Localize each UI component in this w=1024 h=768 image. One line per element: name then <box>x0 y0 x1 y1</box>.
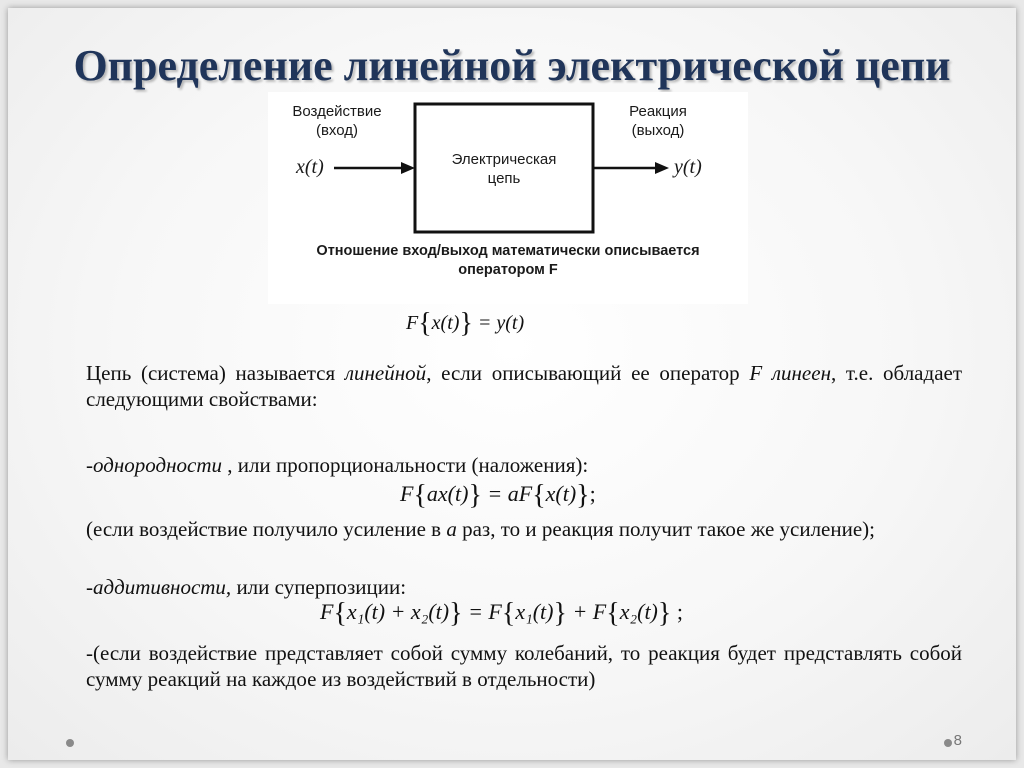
f2-arg2: x₂(t) <box>619 599 658 624</box>
para1-linear-term: линейной <box>344 361 427 385</box>
para1-text-f: , т.е. обладает следующими свойствами: <box>86 361 963 411</box>
output-label-line1: Реакция <box>629 103 687 120</box>
para1-operator: F <box>749 361 763 385</box>
page-number: 8 <box>953 732 962 749</box>
homogeneity-formula <box>400 480 596 512</box>
note1-c: раз, то и реакция получит такое же усиление); <box>456 517 875 541</box>
homogeneity-note <box>86 516 962 542</box>
input-label-line2: (вход) <box>315 122 359 139</box>
slide <box>8 8 1016 760</box>
note1-a: (если воздействие получило усиление в <box>86 517 447 541</box>
f2-lhs-arg: x₁(t) + x₂(t) <box>346 599 450 624</box>
prop1-name: однородности <box>93 453 223 477</box>
right-brace-icon: } <box>459 308 473 339</box>
output-signal: y(t) <box>674 156 702 178</box>
left-brace-icon: { <box>413 480 427 511</box>
f2-end: ; <box>676 599 683 624</box>
additivity-note: -(если воздействие представляет собой сумму колебаний, то реакция будет представлять собой сумму реакций на каждое из воздействий в отдельности) <box>86 641 962 691</box>
para1-linear-adj: линеен <box>771 361 831 385</box>
definition-paragraph <box>86 360 962 412</box>
input-signal: x(t) <box>296 156 324 178</box>
prop1-rest: , или пропорциональности (наложения): <box>222 453 589 477</box>
f1-mid: = aF <box>487 481 533 506</box>
f1-rhs-arg: x(t) <box>545 481 577 506</box>
block-diagram <box>268 92 748 304</box>
left-brace-icon: { <box>532 480 546 511</box>
output-label-line2: (выход) <box>631 122 685 139</box>
property-homogeneity <box>86 452 962 478</box>
operator-result: = y(t) <box>477 312 525 334</box>
property-additivity <box>86 574 962 600</box>
diagram-caption-line1: Отношение вход/выход математически описывается <box>316 243 700 259</box>
input-label-line1: Воздействие <box>292 103 382 120</box>
bullet-dot-right-icon <box>944 739 952 747</box>
left-brace-icon: { <box>418 308 432 339</box>
operator-symbol: F <box>406 312 419 334</box>
additivity-formula <box>320 598 683 630</box>
output-arrow-head <box>655 162 669 174</box>
operator-argument: x(t) <box>431 312 460 334</box>
operator-formula <box>406 308 524 340</box>
right-brace-icon: } <box>468 480 482 511</box>
right-brace-icon: } <box>657 598 672 629</box>
f2-mid: = F <box>468 599 502 624</box>
para1-text-c: , если описывающий ее оператор <box>426 361 750 385</box>
note1-factor: а <box>446 517 457 541</box>
right-brace-icon: } <box>449 598 463 629</box>
prop1-bullet: - <box>86 453 93 477</box>
f2-plus: + F <box>572 599 607 624</box>
f1-op: F <box>400 481 414 506</box>
left-brace-icon: { <box>501 598 516 629</box>
right-brace-icon: } <box>553 598 567 629</box>
left-brace-icon: { <box>333 598 347 629</box>
para1-text-a: Цепь (система) называется <box>86 361 345 385</box>
input-arrow-head <box>401 162 415 174</box>
prop2-rest: или суперпозиции: <box>231 575 407 599</box>
prop2-name: аддитивности, <box>93 575 232 599</box>
f1-lhs-arg: ax(t) <box>426 481 469 506</box>
f1-end: ; <box>589 481 596 506</box>
f2-arg1: x₁(t) <box>515 599 554 624</box>
slide-title: Определение линейной электрической цепи <box>73 41 951 90</box>
f2-op: F <box>320 599 334 624</box>
diagram-caption-line2: оператором F <box>458 262 558 278</box>
block-label-line1: Электрическая <box>451 151 557 168</box>
right-brace-icon: } <box>576 480 590 511</box>
bullet-dot-left-icon <box>66 739 74 747</box>
block-label-line2: цепь <box>487 170 521 187</box>
left-brace-icon: { <box>606 598 620 629</box>
prop2-bullet: - <box>86 575 93 599</box>
